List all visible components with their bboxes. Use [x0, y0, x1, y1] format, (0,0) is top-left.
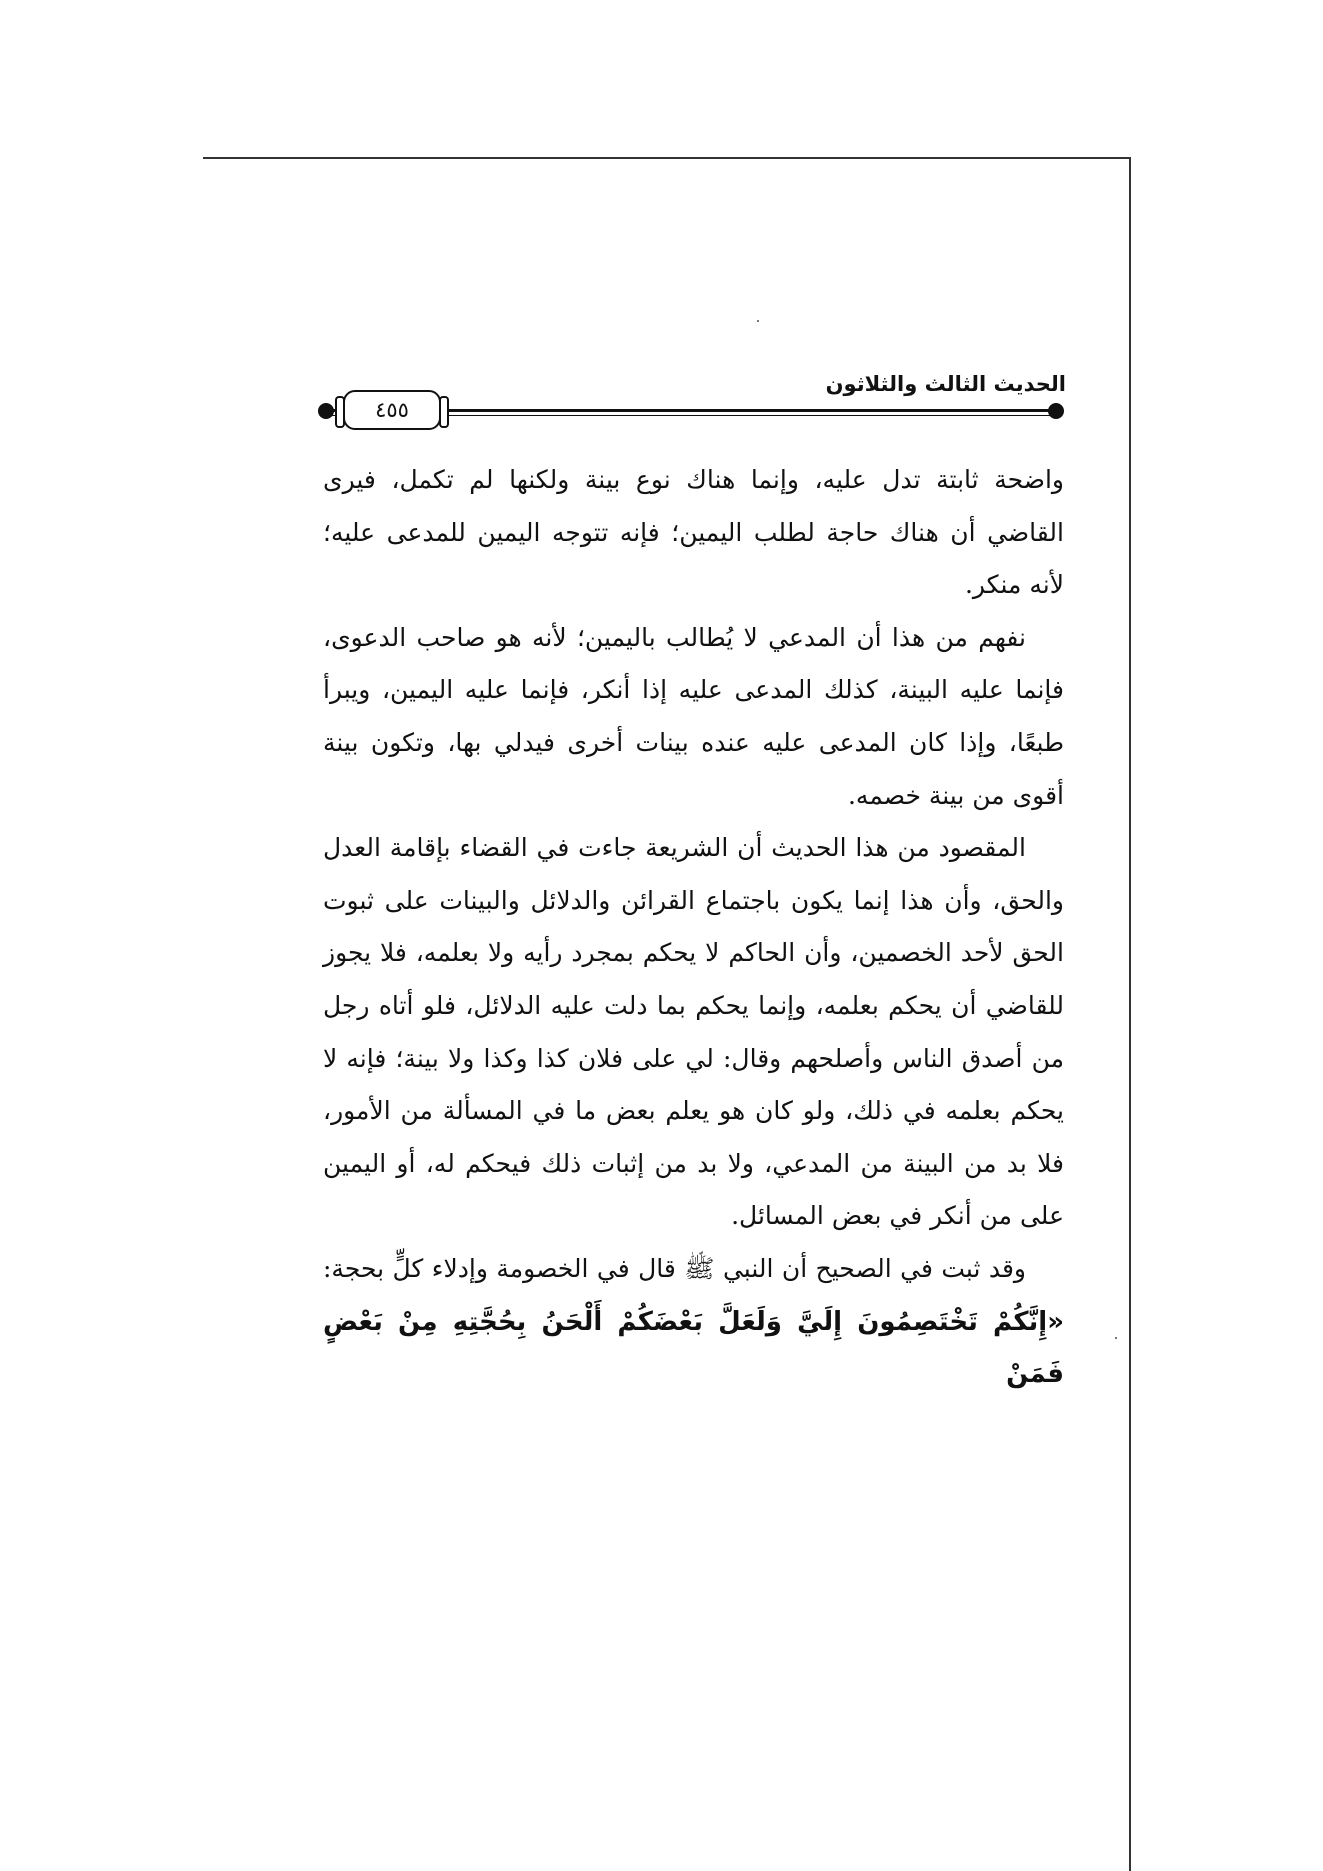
paragraph-continuation: واضحة ثابتة تدل عليه، وإنما هناك نوع بينة ولكنها لم تكمل، فيرى القاضي أن هناك حاجة لطلب اليمين؛ فإنه تتوجه اليمين للمدعى عليه؛ لأنه منكر.	[323, 465, 1064, 600]
hadith-quote: «إِنَّكُمْ تَخْتَصِمُونَ إِلَيَّ وَلَعَلَّ بَعْضَكُمْ أَلْحَنُ بِحُجَّتِهِ مِنْ بَعْضٍ فَمَنْ	[323, 1306, 1064, 1390]
rule-end-dot-right	[1048, 403, 1064, 419]
scan-speck	[1115, 1337, 1117, 1339]
citation-intro-text: وقد ثبت في الصحيح أن النبي ﷺ قال في الخصومة وإدلاء كلٍّ بحجة:	[323, 1253, 1026, 1283]
body-text	[323, 454, 1064, 1401]
running-title: الحديث الثالث والثلاثون	[825, 372, 1066, 396]
paragraph-sahih-citation	[323, 1243, 1064, 1401]
page-frame-top-edge	[203, 157, 1131, 159]
scan-speck	[757, 320, 759, 322]
page-number: ٤٥٥	[375, 398, 409, 422]
page-frame-right-edge	[1129, 157, 1131, 1871]
paragraph-plaintiff-oath: نفهم من هذا أن المدعي لا يُطالب باليمين؛ لأنه هو صاحب الدعوى، فإنما عليه البينة، كذلك المدعى عليه إذا أنكر، فإنما عليه اليمين، ويبرأ طبعًا، وإذا كان المدعى عليه عنده بينات أخرى فيدلي بها، وتكون بينة أقوى من بينة خصمه.	[323, 622, 1064, 810]
page-number-frame	[343, 390, 441, 430]
paragraph-hadith-purpose: المقصود من هذا الحديث أن الشريعة جاءت في القضاء بإقامة العدل والحق، وأن هذا إنما يكون باجتماع القرائن والدلائل والبينات على ثبوت الحق لأحد الخصمين، وأن الحاكم لا يحكم بمجرد رأيه ولا بعلمه، فلا يجوز للقاضي أن يحكم بعلمه، وإنما يحكم بما دلت عليه الدلائل، فلو أتاه رجل من أصدق الناس وأصلحهم وقال: لي على فلان كذا وكذا ولا بينة؛ فإنه لا يحكم بعلمه في ذلك، ولو كان هو يعلم بعض ما في المسألة من الأمور، فلا بد من البينة من المدعي، ولا بد من إثبات ذلك فيحكم له، أو اليمين على من أنكر في بعض المسائل.	[323, 833, 1064, 1231]
